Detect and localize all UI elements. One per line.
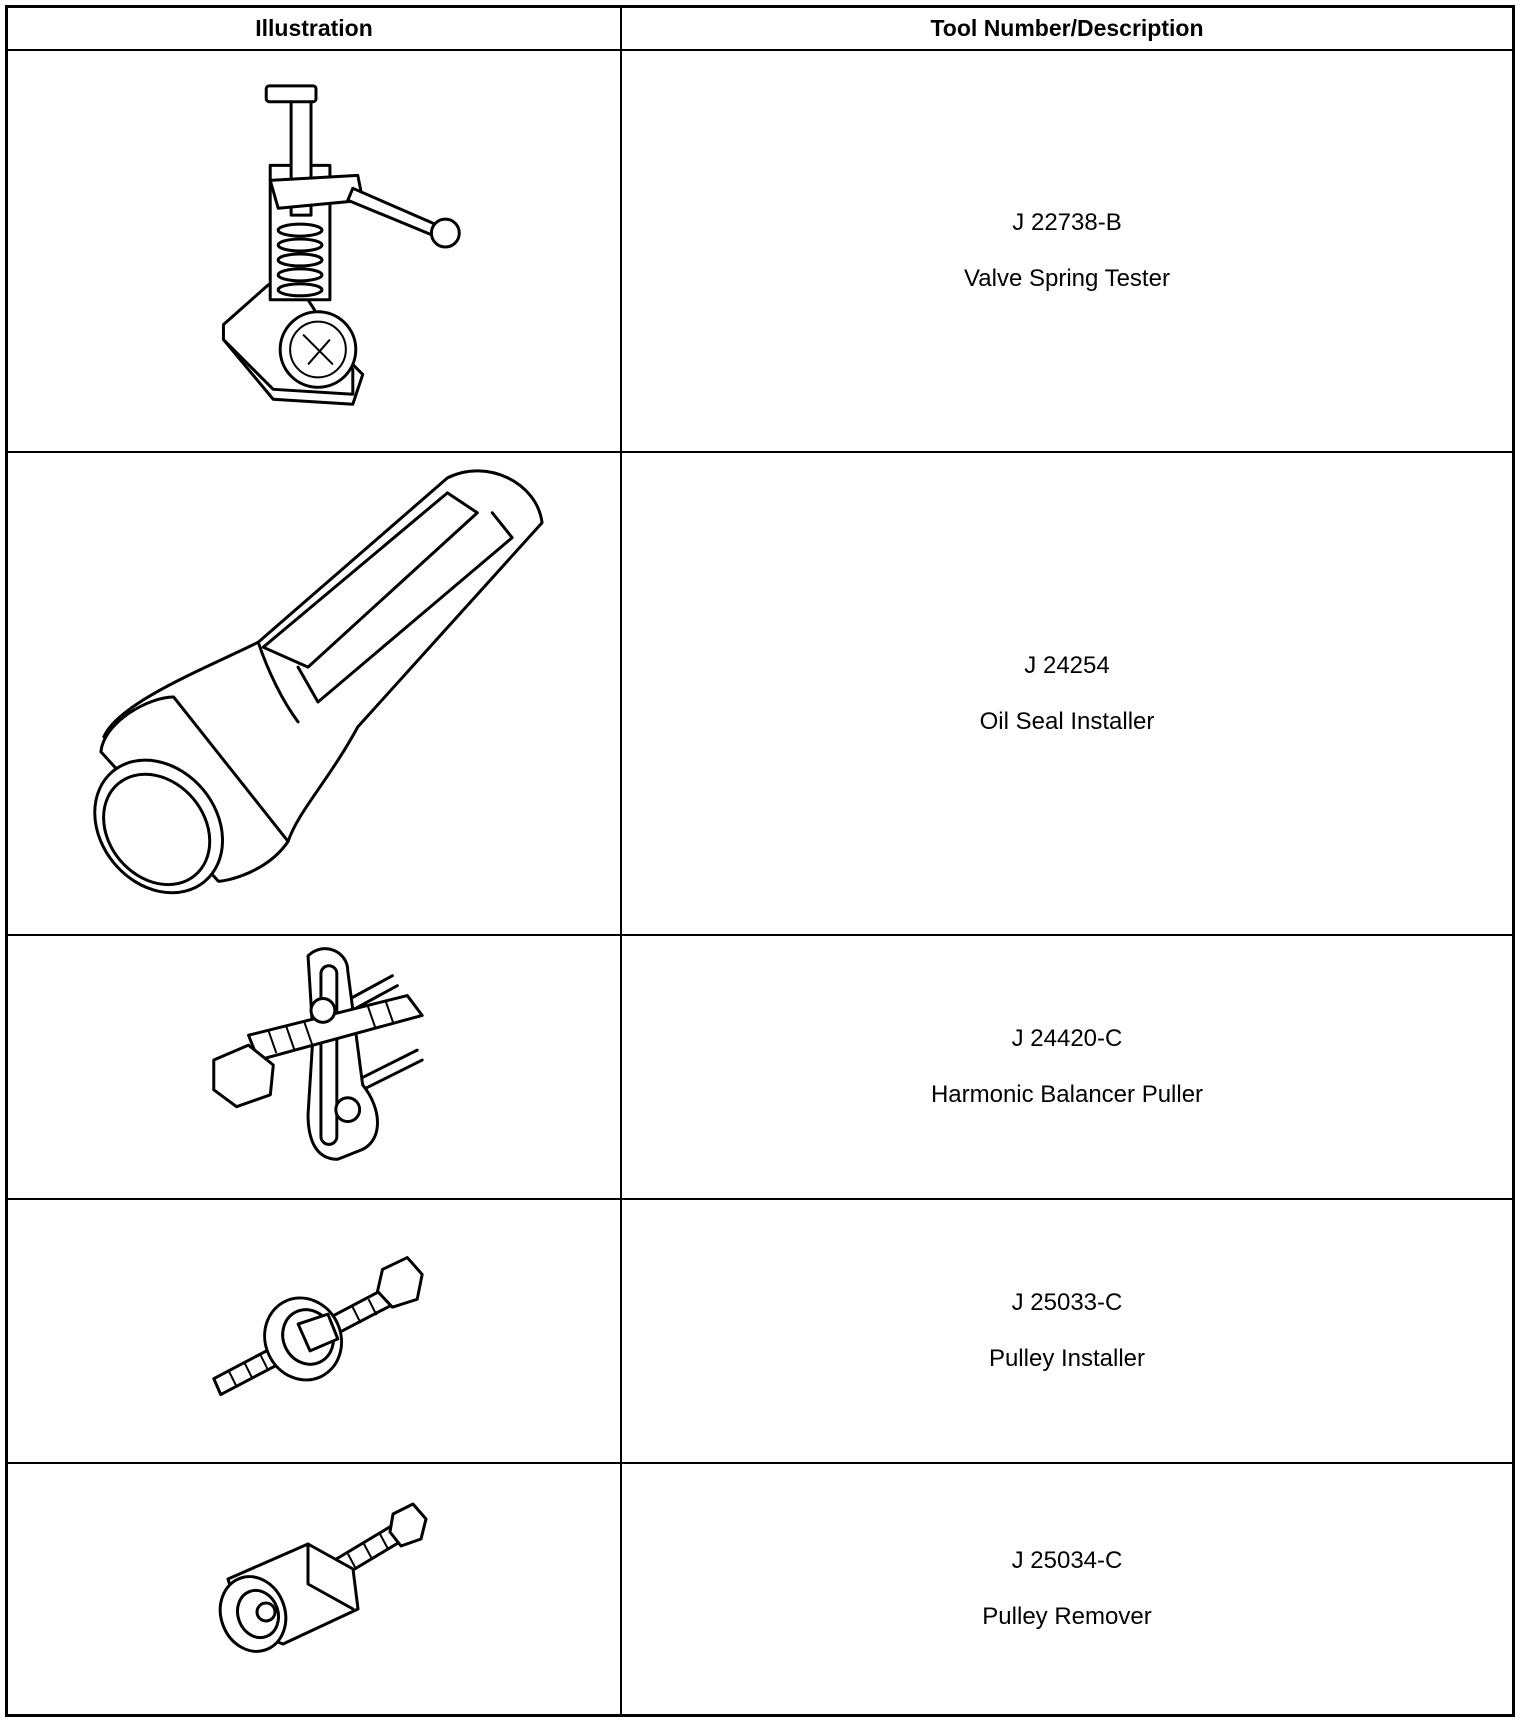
tool-name: Pulley Remover xyxy=(982,1603,1152,1630)
tool-number: J 25034-C xyxy=(1011,1547,1123,1574)
tool-table xyxy=(5,5,1515,1717)
tool-number: J 22738-B xyxy=(1012,209,1122,236)
table-row xyxy=(8,453,1512,936)
harmonic-balancer-puller-illustration xyxy=(8,936,620,1198)
table-row xyxy=(8,51,1512,453)
header-tool-description: Tool Number/Description xyxy=(930,15,1204,41)
tool-description-cell xyxy=(622,453,1512,934)
pulley-remover-illustration xyxy=(8,1464,620,1714)
tool-description-cell xyxy=(622,936,1512,1198)
tool-description-cell xyxy=(622,1200,1512,1462)
tool-number: J 24254 xyxy=(1024,651,1110,679)
tool-name: Valve Spring Tester xyxy=(964,265,1170,292)
table-row xyxy=(8,1464,1512,1714)
tool-name: Oil Seal Installer xyxy=(979,707,1155,735)
pulley-installer-illustration xyxy=(8,1200,620,1462)
tool-number: J 25033-C xyxy=(1011,1289,1123,1316)
table-header xyxy=(8,8,1512,51)
tool-name: Pulley Installer xyxy=(988,1345,1146,1372)
tool-name: Harmonic Balancer Puller xyxy=(930,1081,1204,1108)
header-illustration: Illustration xyxy=(255,15,373,41)
tool-number: J 24420-C xyxy=(1011,1025,1123,1052)
table-row xyxy=(8,1200,1512,1464)
valve-spring-tester-illustration xyxy=(8,51,620,451)
tool-description-cell xyxy=(622,1464,1512,1714)
table-row xyxy=(8,936,1512,1200)
oil-seal-installer-illustration xyxy=(8,453,620,934)
tool-description-cell xyxy=(622,51,1512,451)
